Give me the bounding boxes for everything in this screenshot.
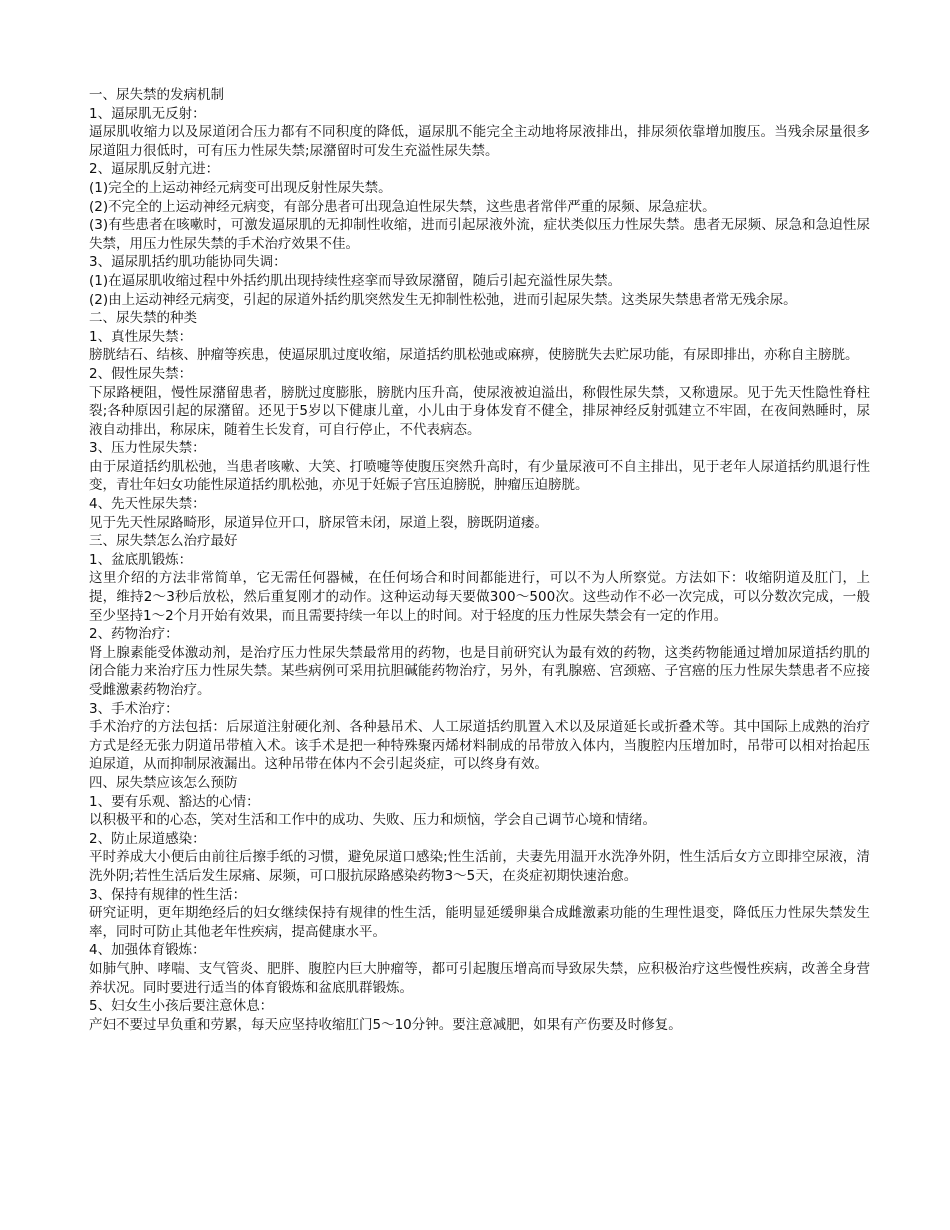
text-line: 3、逼尿肌括约肌功能协同失调： — [89, 254, 287, 271]
text-line: 3、压力性尿失禁： — [89, 440, 206, 457]
text-line: 4、先天性尿失禁： — [89, 496, 206, 513]
text-line: 产妇不要过早负重和劳累，每天应坚持收缩肛门5～10分钟。要注意减肥，如果有产伤要及时修复。 — [89, 1016, 682, 1033]
text-line: 如肺气肿、哮喘、支气管炎、肥胖、腹腔内巨大肿瘤等，都可引起腹压增高而导致尿失禁，应积极治疗这些慢性疾病，改善全身营养状况。同时要进行适当的体育锻炼和盆底肌群锻炼。 — [89, 960, 870, 996]
text-line: (1)完全的上运动神经元病变可出现反射性尿失禁。 — [89, 179, 392, 196]
text-line: 2、逼尿肌反射亢进： — [89, 161, 220, 178]
text-line: 3、手术治疗： — [89, 700, 179, 717]
text-line: 1、逼尿肌无反射： — [89, 105, 206, 122]
text-line: 手术治疗的方法包括：后尿道注射硬化剂、各种悬吊术、人工尿道括约肌置入术以及尿道延长或折叠术等。其中国际上成熟的治疗方式是经无张力阴道吊带植入术。该手术是把一种特殊聚丙烯材料制成的吊带放入体内，当腹腔内压增加时，吊带可以相对抬起压迫尿道，从而抑制尿液漏出。这种吊带在体内不会引起炎症，可以终身有效。 — [89, 719, 870, 773]
text-line: 一、尿失禁的发病机制 — [89, 87, 224, 103]
text-line: 4、加强体育锻炼： — [89, 942, 206, 959]
text-line: 研究证明，更年期绝经后的妇女继续保持有规律的性生活，能明显延缓卵巢合成雌激素功能的生理性退变，降低压力性尿失禁发生率，同时可防止其他老年性疾病，提高健康水平。 — [89, 905, 870, 940]
text-line: 5、妇女生小孩后要注意休息： — [89, 998, 274, 1015]
text-line: 这里介绍的方法非常简单，它无需任何器械，在任何场合和时间都能进行，可以不为人所察觉。方法如下：收缩阴道及肛门，上提，维持2～3秒后放松，然后重复刚才的动作。这种运动每天要做300～500次。这些动作不必一次完成，可以分数次完成，一般至少坚持1～2个月开始有效果，而且需要持续一年以上的时间。对于轻度的压力性尿失禁会有一定的作用。 — [89, 570, 870, 624]
text-line: (1)在逼尿肌收缩过程中外括约肌出现持续性痉挛而导致尿潴留，随后引起充溢性尿失禁。 — [89, 272, 622, 289]
text-line: 3、保持有规律的性生活： — [89, 886, 247, 903]
text-line: 三、尿失禁怎么治疗最好 — [89, 533, 238, 550]
text-line: 肾上腺素能受体激动剂，是治疗压力性尿失禁最常用的药物，也是目前研究认为最有效的药物，这类药物能通过增加尿道括约肌的闭合能力来治疗压力性尿失禁。某些病例可采用抗胆碱能药物治疗，另外，有乳腺癌、宫颈癌、子宫癌的压力性尿失禁患者不应接受雌激素药物治疗。 — [89, 644, 870, 698]
text-line: (2)由上运动神经元病变，引起的尿道外括约肌突然发生无抑制性松弛，进而引起尿失禁。这类尿失禁患者常无残余尿。 — [89, 291, 797, 308]
text-line: 四、尿失禁应该怎么预防 — [89, 774, 238, 791]
text-line: 平时养成大小便后由前往后擦手纸的习惯，避免尿道口感染;性生活前，夫妻先用温开水洗净外阴，性生活后女方立即排空尿液，清洗外阴;若性生活后发生尿痛、尿频，可口服抗尿路感染药物3～5天，在炎症初期快速治愈。 — [89, 849, 870, 884]
text-line: 二、尿失禁的种类 — [89, 310, 197, 327]
text-line: 1、盆底肌锻炼： — [89, 551, 193, 568]
text-line: 膀胱结石、结核、肿瘤等疾患，使逼尿肌过度收缩，尿道括约肌松弛或麻痹，使膀胱失去贮尿功能，有尿即排出，亦称自主膀胱。 — [89, 347, 859, 364]
text-line: 逼尿肌收缩力以及尿道闭合压力都有不同积度的降低，逼尿肌不能完全主动地将尿液排出，排尿须依靠增加腹压。当残余尿量很多尿道阻力很低时，可有压力性尿失禁;尿潴留时可发生充溢性尿失禁。 — [89, 124, 870, 159]
text-line: 1、要有乐观、豁达的心情： — [89, 793, 260, 810]
text-line: 1、真性尿失禁： — [89, 328, 193, 345]
text-line: (3)有些患者在咳嗽时，可激发逼尿肌的无抑制性收缩，进而引起尿液外流，症状类似压力性尿失禁。患者无尿频、尿急和急迫性尿失禁，用压力性尿失禁的手术治疗效果不佳。 — [89, 217, 870, 252]
text-line: 见于先天性尿路畸形，尿道异位开口，脐尿管未闭，尿道上裂，膀既阴道瘘。 — [89, 514, 548, 531]
text-line: 2、药物治疗： — [89, 626, 179, 643]
text-line: (2)不完全的上运动神经元病变，有部分患者可出现急迫性尿失禁，这些患者常伴严重的尿频、尿急症状。 — [89, 198, 716, 215]
text-line: 以积极平和的心态，笑对生活和工作中的成功、失败、压力和烦恼，学会自己调节心境和情绪。 — [89, 812, 656, 829]
text-line: 2、假性尿失禁： — [89, 365, 193, 382]
text-line: 由于尿道括约肌松弛，当患者咳嗽、大笑、打喷嚏等使腹压突然升高时，有少量尿液可不自主排出，见于老年人尿道括约肌退行性变，青壮年妇女功能性尿道括约肌松弛，亦见于妊娠子宫压迫膀脱，肿瘤压迫膀胱。 — [89, 458, 870, 494]
text-line: 2、防止尿道感染： — [89, 830, 206, 847]
text-line: 下尿路梗阻，慢性尿潴留患者，膀胱过度膨胀，膀胱内压升高，使尿液被迫溢出，称假性尿失禁，又称遗尿。见于先天性隐性脊柱裂;各种原因引起的尿潴留。还见于5岁以下健康儿童，小儿由于身体发育不健全，排尿神经反射弧建立不牢固，在夜间熟睡时，尿液自动排出，称尿床，随着生长发育，可自行停止，不代表病态。 — [89, 384, 870, 438]
